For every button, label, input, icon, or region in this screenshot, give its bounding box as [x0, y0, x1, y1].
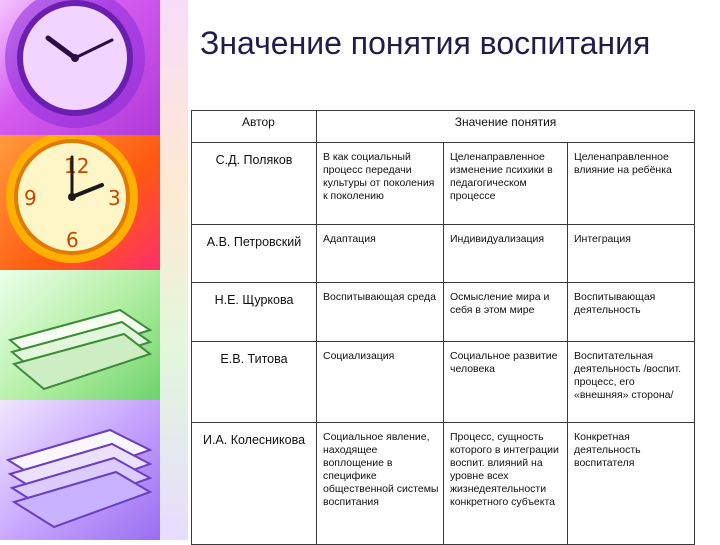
meaning-cell: Осмысление мира и себя в этом мире — [444, 283, 568, 342]
author-cell: С.Д. Поляков — [192, 143, 317, 225]
meaning-cell: Индивидуализация — [444, 225, 568, 283]
meaning-cell: В как социальный процесс передачи культуры от поколения к поколению — [317, 143, 444, 225]
orange-clock-icon — [0, 135, 160, 270]
pastel-divider-strip — [160, 0, 188, 540]
meaning-cell: Целенаправленное изменение психики в педагогическом процессе — [444, 143, 568, 225]
table-row — [192, 423, 695, 545]
purple-clock-icon — [0, 0, 160, 135]
header-author: Автор — [192, 111, 317, 143]
meaning-cell: Процесс, сущность которого в интеграции воспит. влияний на уровне всех жизнедеятельности конкретного субъекта — [444, 423, 568, 545]
svg-text:9: 9 — [24, 186, 37, 210]
meaning-cell: Социальное явление, находящее воплощение в специфике общественной системы воспитания — [317, 423, 444, 545]
table-row — [192, 143, 695, 225]
author-cell: А.В. Петровский — [192, 225, 317, 283]
table-row — [192, 283, 695, 342]
definitions-table — [191, 110, 695, 545]
svg-text:3: 3 — [108, 186, 121, 210]
green-books-photo — [0, 270, 160, 400]
meaning-cell: Воспитывающая деятельность — [568, 283, 695, 342]
header-meaning: Значение понятия — [317, 111, 695, 143]
author-cell: Н.Е. Щуркова — [192, 283, 317, 342]
meaning-cell: Конкретная деятельность воспитателя — [568, 423, 695, 545]
slide-title: Значение понятия воспитания — [200, 25, 651, 61]
books-icon — [0, 270, 160, 400]
meaning-cell: Целенаправленное влияние на ребёнка — [568, 143, 695, 225]
meaning-cell: Социализация — [317, 342, 444, 423]
table-row — [192, 225, 695, 283]
svg-text:6: 6 — [66, 228, 79, 252]
papers-icon — [0, 400, 160, 540]
table-row — [192, 342, 695, 423]
decorative-image-column — [0, 0, 160, 540]
table-header-row — [192, 111, 695, 143]
meaning-cell: Социальное развитие человека — [444, 342, 568, 423]
meaning-cell: Воспитывающая среда — [317, 283, 444, 342]
meaning-cell: Интеграция — [568, 225, 695, 283]
author-cell: И.А. Колесникова — [192, 423, 317, 545]
meaning-cell: Воспитательная деятельность /воспит. процесс, его «внешняя» сторона/ — [568, 342, 695, 423]
orange-clock-photo — [0, 135, 160, 270]
author-cell: Е.В. Титова — [192, 342, 317, 423]
purple-books-photo — [0, 400, 160, 540]
purple-clock-photo — [0, 0, 160, 135]
meaning-cell: Адаптация — [317, 225, 444, 283]
svg-text:12: 12 — [64, 154, 90, 178]
